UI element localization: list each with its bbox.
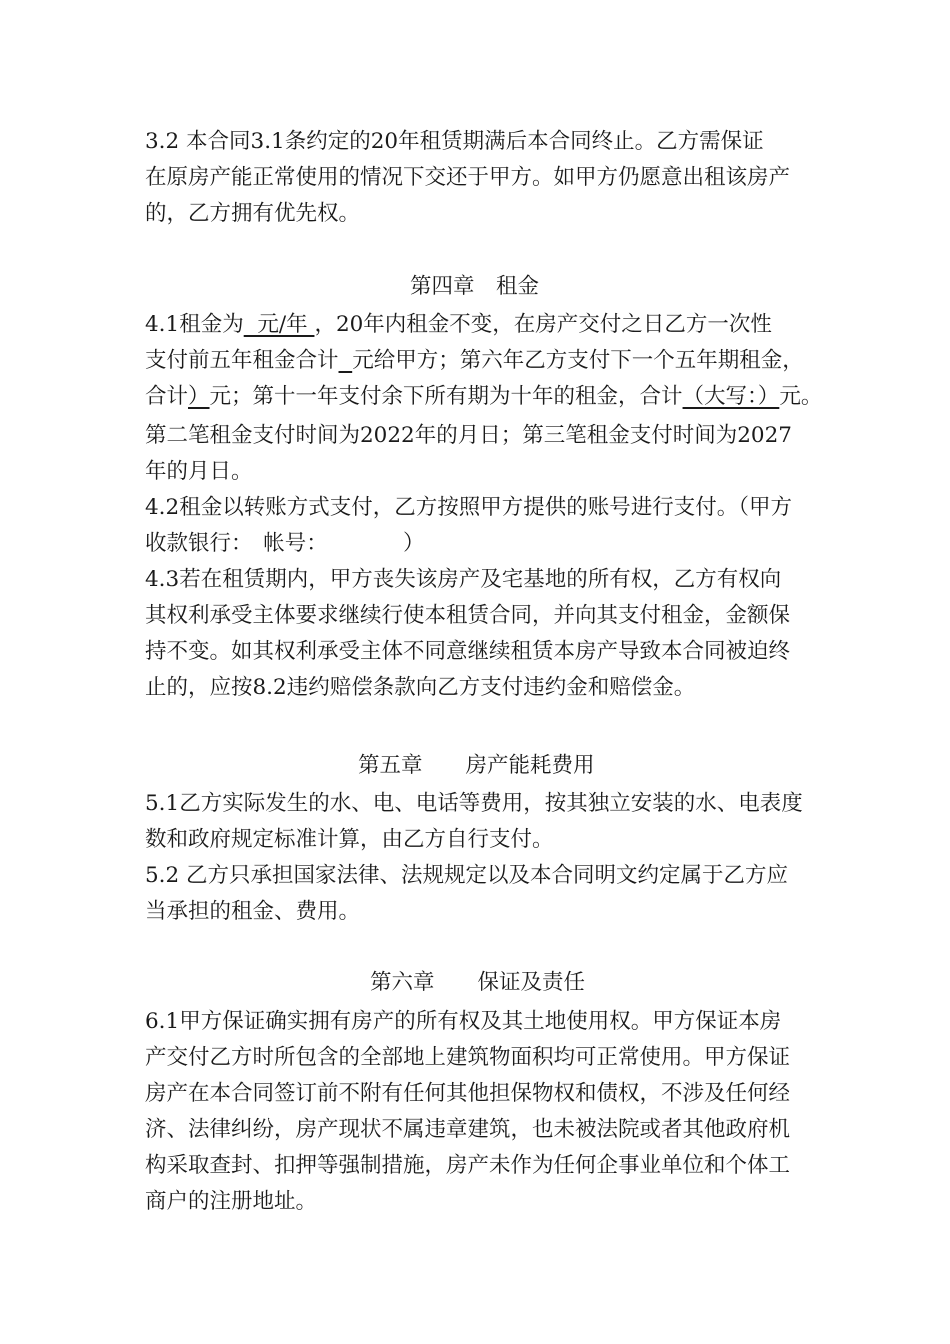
para-4-3-line-4: 止的，应按8.2违约赔偿条款向乙方支付违约金和赔偿金。	[145, 675, 696, 700]
text-segment: ，20年内租金不变，在房产交付之日乙方一次性	[314, 312, 772, 337]
blank-uppercase-amount: （大写：）	[682, 384, 780, 409]
chapter-5-heading: 第五章 房产能耗费用	[358, 753, 595, 778]
text-segment: 元给甲方；第六年乙方支付下一个五年期租金，	[352, 348, 804, 373]
para-6-1-line-3: 房产在本合同签订前不附有任何其他担保物权和债权，不涉及任何经	[145, 1081, 791, 1106]
para-6-1-line-1: 6.1甲方保证确实拥有房产的所有权及其土地使用权。甲方保证本房	[145, 1009, 782, 1034]
para-6-1-line-4: 济、法律纠纷，房产现状不属违章建筑，也未被法院或者其他政府机	[145, 1117, 791, 1142]
para-5-2-line-1: 5.2 乙方只承担国家法律、法规规定以及本合同明文约定属于乙方应	[145, 863, 789, 888]
para-3-2-line-2: 在原房产能正常使用的情况下交还于甲方。如甲方仍愿意出租该房产	[145, 165, 791, 190]
para-6-1-line-2: 产交付乙方时所包含的全部地上建筑物面积均可正常使用。甲方保证	[145, 1045, 791, 1070]
para-4-3-line-3: 持不变。如其权利承受主体不同意继续租赁本房产导致本合同被迫终	[145, 639, 791, 664]
text-segment: 元；第十一年支付余下所有期为十年的租金，合计	[209, 384, 683, 409]
para-5-2-line-2: 当承担的租金、费用。	[145, 899, 361, 924]
para-4-1-line-1	[145, 307, 772, 338]
para-3-2-line-1: 3.2 本合同3.1条约定的20年租赁期满后本合同终止。乙方需保证	[145, 129, 764, 154]
para-5-1-line-2: 数和政府规定标准计算，由乙方自行支付。	[145, 827, 554, 852]
blank-first-five-years-total	[339, 348, 353, 373]
chapter-6-heading: 第六章 保证及责任	[370, 970, 586, 995]
blank-rent-per-year: 元/年	[243, 312, 315, 337]
para-4-3-line-2: 其权利承受主体要求继续行使本租赁合同，并向其支付租金，金额保	[145, 603, 791, 628]
text-segment: 合计	[145, 384, 189, 409]
para-3-2-line-3: 的，乙方拥有优先权。	[145, 201, 361, 226]
para-4-2-line-1: 4.2租金以转账方式支付，乙方按照甲方提供的账号进行支付。（甲方	[145, 495, 792, 520]
para-4-1-line-5: 年的月日。	[145, 459, 253, 484]
para-6-1-line-6: 商户的注册地址。	[145, 1189, 318, 1214]
para-4-2-line-2: 收款银行： 帐号： ）	[145, 531, 425, 556]
chapter-4-heading: 第四章 租金	[410, 274, 540, 299]
para-4-3-line-1: 4.3若在租赁期内，甲方丧失该房产及宅基地的所有权，乙方有权向	[145, 567, 782, 592]
para-4-1-line-2	[145, 343, 804, 374]
text-segment: 元。	[779, 384, 823, 409]
para-6-1-line-5: 构采取查封、扣押等强制措施，房产未作为任何企事业单位和个体工	[145, 1153, 791, 1178]
para-4-1-line-3	[145, 379, 822, 410]
para-4-1-line-4: 第二笔租金支付时间为2022年的月日；第三笔租金支付时间为2027	[145, 423, 792, 448]
text-segment: 4.1租金为	[145, 312, 244, 337]
text-segment: 支付前五年租金合计	[145, 348, 339, 373]
para-5-1-line-1: 5.1乙方实际发生的水、电、电话等费用，按其独立安装的水、电表度	[145, 791, 803, 816]
blank-second-period-total: ）	[188, 384, 210, 409]
